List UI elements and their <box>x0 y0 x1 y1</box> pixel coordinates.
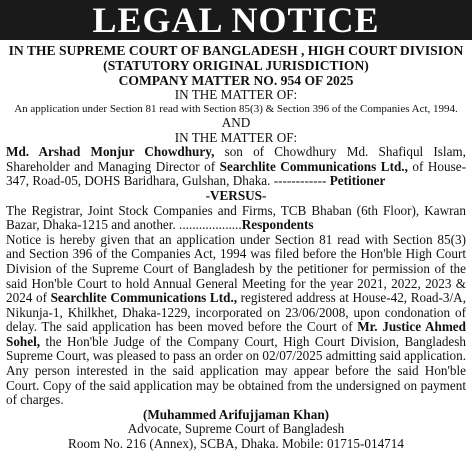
respondent-line: Kawran Bazar, Dhaka-1215 and another. <box>6 202 467 233</box>
respondent-block <box>6 204 466 233</box>
body-company: Searchlite Communications Ltd., <box>50 290 238 306</box>
body-text: registered address at House-42, Road-3/A, Nikunja-1, Khilkhet, Dhaka-1229, incorporated on 23/06/2008, upon condonation of delay. The said application has been moved before the Court of <box>6 290 466 335</box>
and-separator: AND <box>221 114 251 130</box>
respondent-dots: ................... <box>175 217 242 233</box>
petitioner-block <box>6 145 466 189</box>
signature-address: Room No. 216 (Annex), SCBA, Dhaka. Mobile: 01715-014714 <box>68 436 404 452</box>
jurisdiction: (STATUTORY ORIGINAL JURISDICTION) <box>103 57 369 73</box>
petitioner-address: House-347, Road-05, DOHS Baridhara, Gulshan, Dhaka. ------------ <box>6 158 466 189</box>
respondent-line: The Registrar, Joint Stock Companies and Firms, TCB Bhaban (6th Floor), <box>6 202 420 218</box>
petitioner-text: of <box>407 158 424 174</box>
court-line: IN THE SUPREME COURT OF BANGLADESH , HIGH COURT DIVISION <box>8 43 464 58</box>
matter-number: COMPANY MATTER NO. 954 OF 2025 <box>118 72 354 88</box>
notice-body <box>6 233 466 408</box>
petitioner-text: son of Chowdhury Md. Shafiqul Islam, <box>214 144 466 160</box>
petitioner-name: Md. Arshad Monjur Chowdhury, <box>6 144 215 160</box>
body-justice: Mr. Justice Ahmed Sohel, <box>6 319 466 349</box>
versus: -VERSUS- <box>205 187 267 203</box>
application-line: An application under Section 81 read with Section 85(3) & Section 396 of the Companies Act, 1994. <box>14 102 458 115</box>
signature-name: (Muhammed Arifujjaman Khan) <box>142 406 330 422</box>
body-text: Notice is hereby given that an application under Section 81 read with Section 85(3) and Section 396 of the Companies Act, 1994 was filed before the Hon'ble High Court Division of the Supreme Court of Bangladesh by the petitioner for permission of the said Hon'ble Court to hold Annual General Meeting for the year 2021, 2022, 2023 & 2024 of <box>6 231 466 306</box>
in-matter-heading-1: IN THE MATTER OF: <box>174 87 298 103</box>
in-matter-heading-2: IN THE MATTER OF: <box>174 129 298 145</box>
respondent-role: Respondents <box>241 217 314 233</box>
notice-title: LEGAL NOTICE <box>0 0 472 40</box>
signature-title: Advocate, Supreme Court of Bangladesh <box>127 421 345 437</box>
body-text: the Hon'ble Judge of the Company Court, High Court Division, Bangladesh Supreme Court, was pleased to pass an order on 02/07/2025 admitting said application. Any person interested in the said application may appear before the said Hon'ble Court. Copy of the said application may be obtained from the undersigned on payment of charges. <box>6 333 467 408</box>
petitioner-company: Searchlite Communications Ltd., <box>219 158 408 174</box>
petitioner-text: Shareholder and Managing Director of <box>6 158 220 174</box>
petitioner-role: Petitioner <box>326 173 386 189</box>
